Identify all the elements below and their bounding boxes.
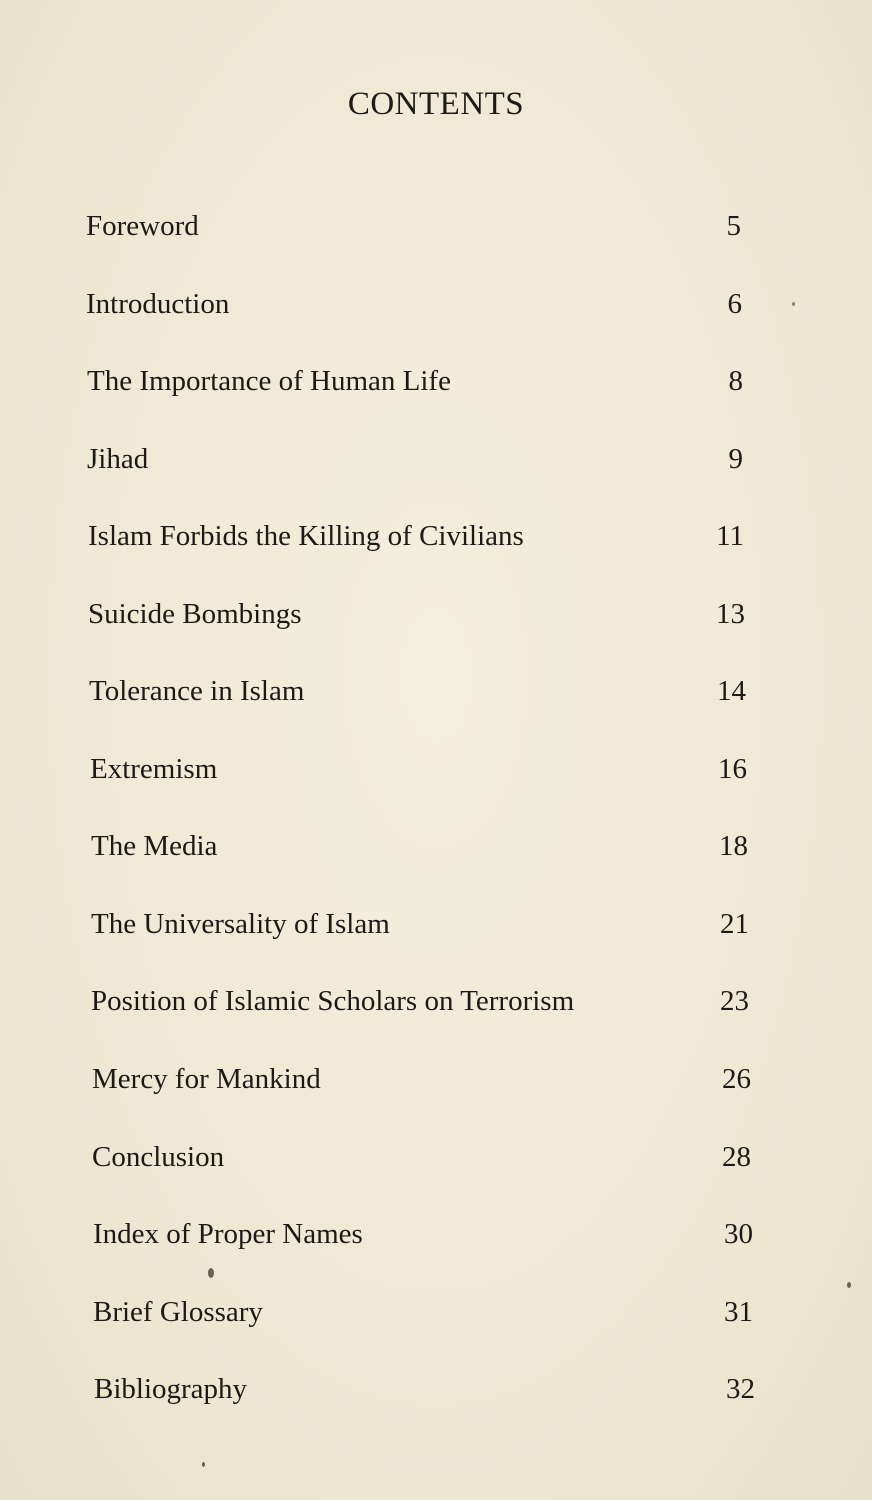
- toc-entry-page: 9: [728, 443, 743, 475]
- toc-entry-page: 11: [716, 520, 744, 552]
- paper-speck: [202, 1462, 205, 1467]
- paper-speck: [792, 302, 795, 306]
- toc-entry-page: 32: [726, 1373, 755, 1405]
- toc-entry-page: 23: [720, 985, 749, 1017]
- toc-entry-title: Foreword: [86, 210, 199, 242]
- paper-speck: [208, 1268, 214, 1278]
- toc-entry-page: 26: [722, 1063, 751, 1095]
- toc-entry-title: The Universality of Islam: [91, 908, 390, 940]
- toc-entry-title: The Importance of Human Life: [87, 365, 451, 397]
- toc-entry-title: Extremism: [90, 753, 218, 785]
- toc-entry-page: 21: [720, 908, 749, 940]
- toc-entry-page: 5: [726, 210, 741, 242]
- toc-entry-page: 31: [724, 1296, 753, 1328]
- toc-entry-title: The Media: [91, 830, 218, 862]
- toc-entry-title: Mercy for Mankind: [92, 1063, 321, 1095]
- toc-entry-page: 14: [717, 675, 746, 707]
- toc-entry-page: 30: [724, 1218, 753, 1250]
- toc-entry-page: 8: [728, 365, 743, 397]
- toc-entry-page: 16: [718, 753, 747, 785]
- toc-entry-page: 13: [716, 598, 745, 630]
- toc-entry-title: Position of Islamic Scholars on Terrorism: [91, 985, 575, 1017]
- toc-entry-page: 6: [727, 288, 742, 320]
- toc-entry-title: Conclusion: [92, 1141, 225, 1173]
- toc-entry-title: Jihad: [87, 443, 149, 475]
- toc-entry-page: 28: [722, 1141, 751, 1173]
- paper-speck: [847, 1282, 851, 1288]
- toc-entry-title: Bibliography: [94, 1373, 248, 1405]
- contents-heading: CONTENTS: [347, 86, 525, 122]
- toc-entry-title: Suicide Bombings: [88, 598, 302, 630]
- toc-entry-title: Brief Glossary: [93, 1296, 263, 1328]
- toc-entry-title: Islam Forbids the Killing of Civilians: [88, 520, 524, 552]
- toc-entry-title: Tolerance in Islam: [89, 675, 305, 707]
- toc-entry-page: 18: [719, 830, 748, 862]
- toc-entry-title: Introduction: [86, 288, 230, 320]
- toc-entry-title: Index of Proper Names: [93, 1218, 363, 1250]
